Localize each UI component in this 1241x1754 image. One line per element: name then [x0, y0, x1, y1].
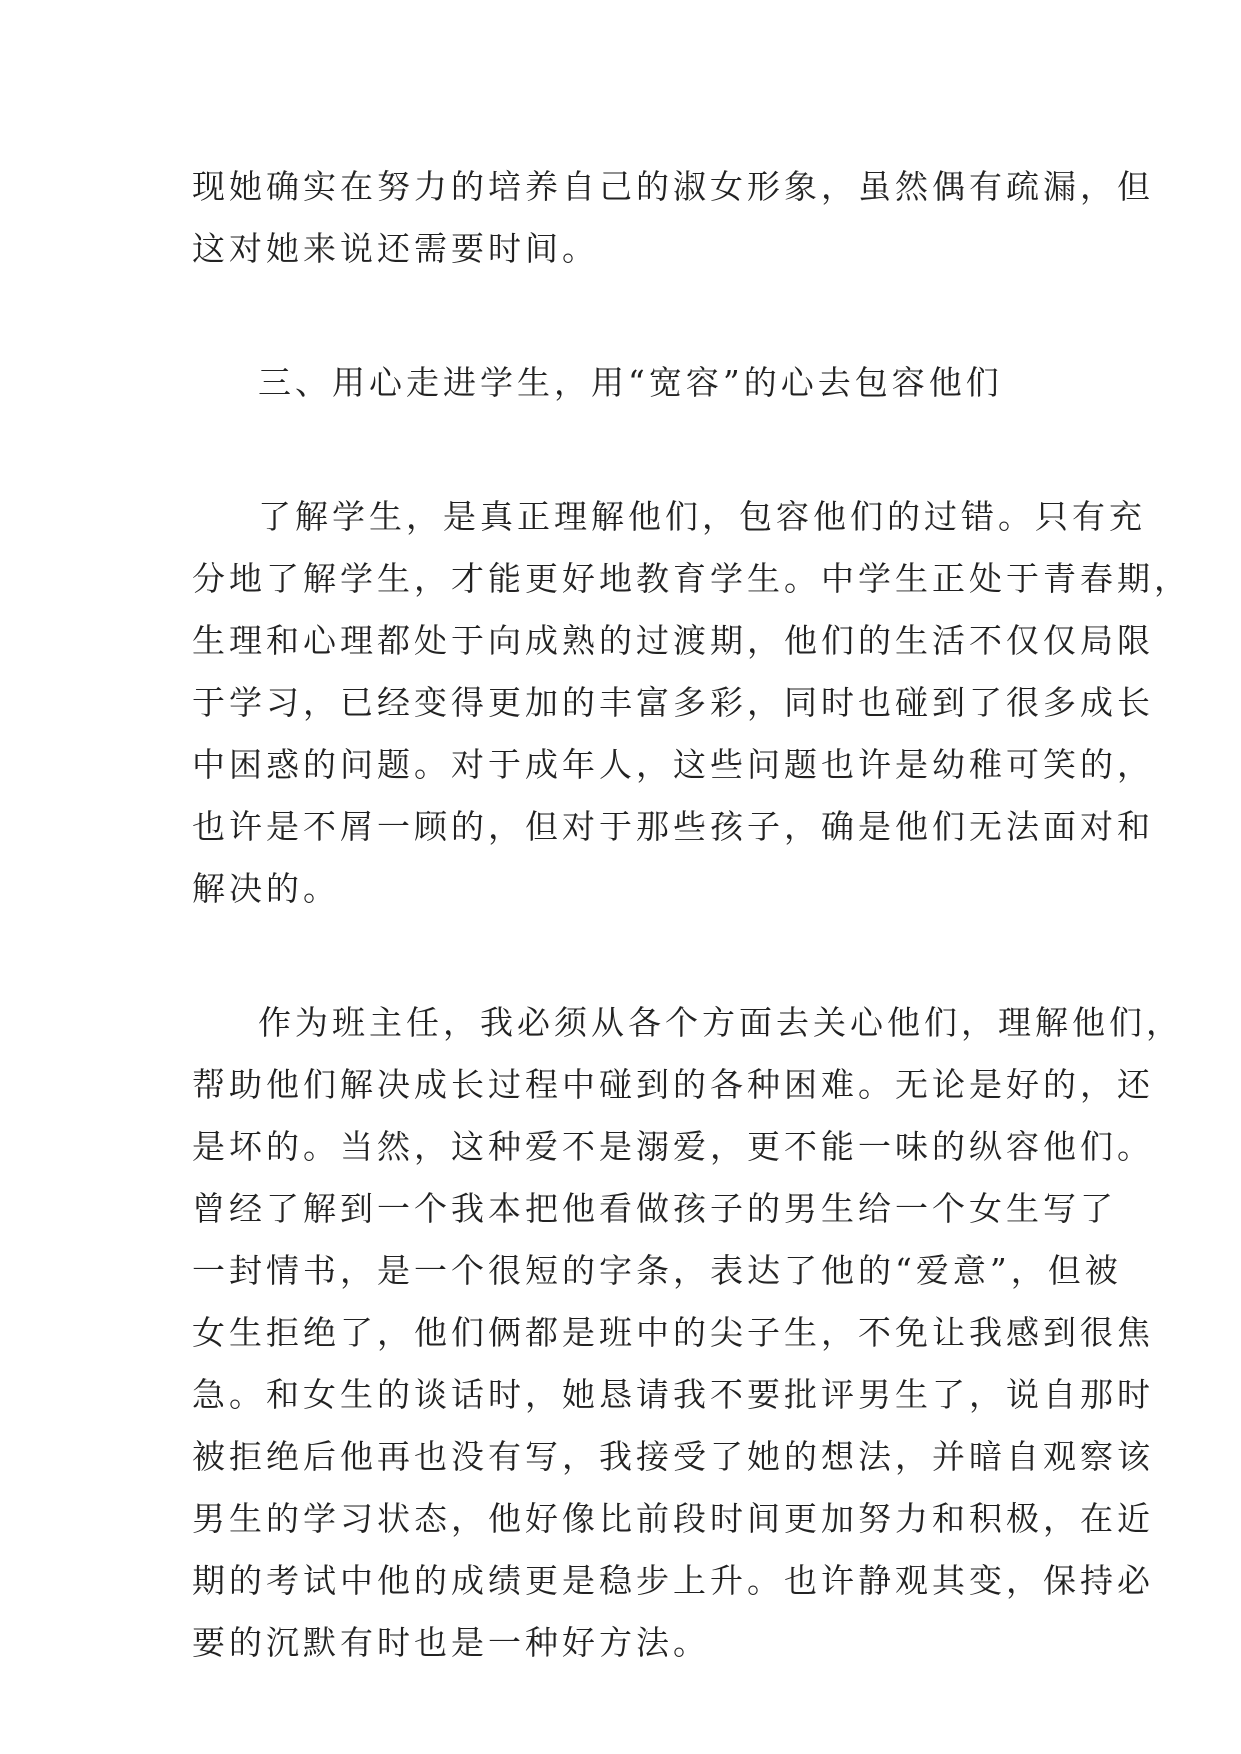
- text-line: 要的沉默有时也是一种好方法。: [192, 1623, 710, 1662]
- text-line: 男生的学习状态，他好像比前段时间更加努力和积极，在近: [192, 1499, 1154, 1538]
- text-line: 急。和女生的谈话时，她恳请我不要批评男生了，说自那时: [192, 1375, 1154, 1414]
- text-line: 解决的。: [192, 869, 340, 908]
- section-heading-text: 三、用心走进学生，用“宽容”的心去包容他们: [258, 363, 1003, 402]
- document-body: [192, 156, 1191, 1746]
- text-line: 也许是不屑一顾的，但对于那些孩子，确是他们无法面对和: [192, 807, 1154, 846]
- text-line: 这对她来说还需要时间。: [192, 229, 599, 268]
- text-line: 是坏的。当然，这种爱不是溺爱，更不能一味的纵容他们。: [192, 1127, 1154, 1166]
- text-line: 分地了解学生，才能更好地教育学生。中学生正处于青春期，: [192, 559, 1191, 598]
- section-heading: [192, 352, 1072, 414]
- paragraph-continuation: [192, 156, 1154, 280]
- text-line: 中困惑的问题。对于成年人，这些问题也许是幼稚可笑的，: [192, 745, 1154, 784]
- text-line: 一封情书，是一个很短的字条，表达了他的“爱意”，但被: [192, 1251, 1122, 1290]
- text-line: 现她确实在努力的培养自己的淑女形象，虽然偶有疏漏，但: [192, 167, 1154, 206]
- paragraph-understanding-students: [192, 486, 1191, 920]
- text-line: 曾经了解到一个我本把他看做孩子的男生给一个女生写了: [192, 1189, 1117, 1228]
- text-line: 作为班主任，我必须从各个方面去关心他们，理解他们，: [258, 1003, 1183, 1042]
- text-line: 女生拒绝了，他们俩都是班中的尖子生，不免让我感到很焦: [192, 1313, 1154, 1352]
- text-line: 帮助他们解决成长过程中碰到的各种困难。无论是好的，还: [192, 1065, 1154, 1104]
- text-line: 于学习，已经变得更加的丰富多彩，同时也碰到了很多成长: [192, 683, 1154, 722]
- text-line: 期的考试中他的成绩更是稳步上升。也许静观其变，保持必: [192, 1561, 1154, 1600]
- text-line: 被拒绝后他再也没有写，我接受了她的想法，并暗自观察该: [192, 1437, 1154, 1476]
- text-line: 了解学生，是真正理解他们，包容他们的过错。只有充: [258, 497, 1146, 536]
- text-line: 生理和心理都处于向成熟的过渡期，他们的生活不仅仅局限: [192, 621, 1154, 660]
- paragraph-class-teacher: [192, 992, 1183, 1674]
